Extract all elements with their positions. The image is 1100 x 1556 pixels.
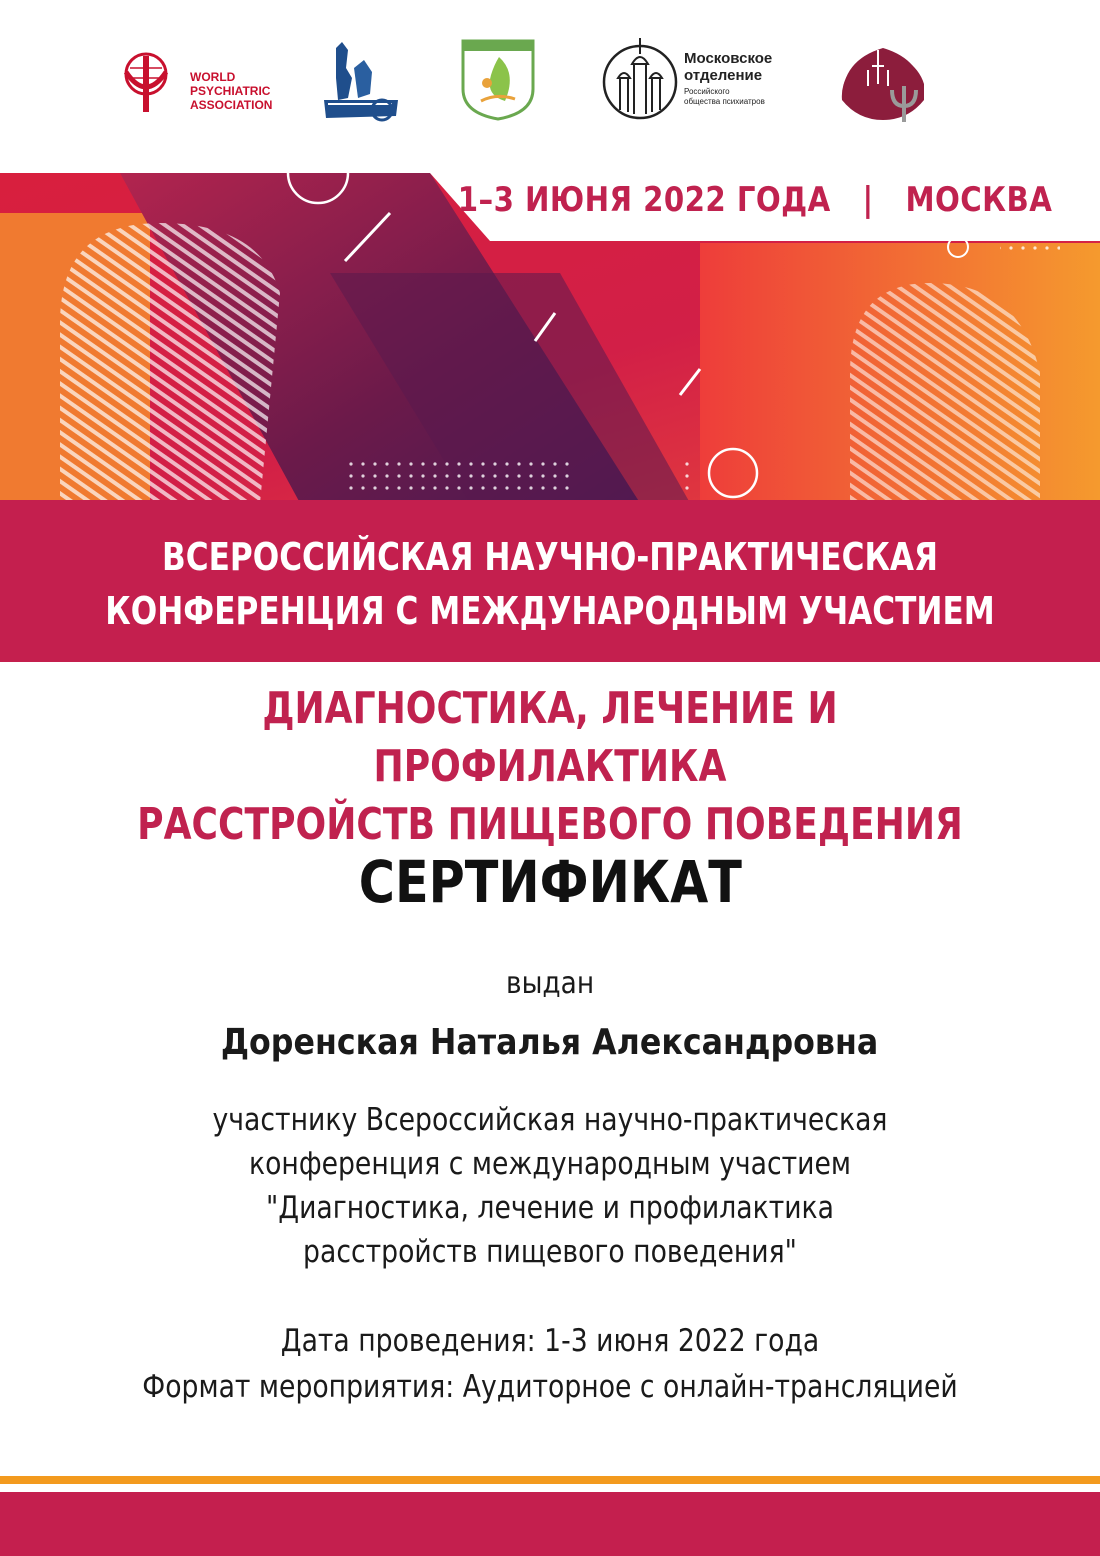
moscow-branch-line: Московское xyxy=(684,50,773,67)
psi-logo xyxy=(838,40,928,124)
participant-line: "Диагностика, лечение и профилактика xyxy=(265,1190,835,1226)
certificate-title-text: СЕРТИФИКАТ xyxy=(358,848,742,916)
conference-title-line: РАССТРОЙСТВ ПИЩЕВОГО ПОВЕДЕНИЯ xyxy=(137,799,963,850)
conference-type-line: КОНФЕРЕНЦИЯ С МЕЖДУНАРОДНЫМ УЧАСТИЕМ xyxy=(105,589,995,633)
event-date-location xyxy=(457,180,1052,220)
issued-label-text: выдан xyxy=(505,966,595,1001)
event-dates: 1–3 ИЮНЯ 2022 ГОДА xyxy=(457,180,831,220)
monument-logo xyxy=(318,38,402,124)
moscow-branch-line: Российского xyxy=(684,87,730,96)
city-emblem-logo xyxy=(461,39,535,121)
participant-description xyxy=(0,1098,1100,1274)
issued-label xyxy=(0,966,1100,1001)
footer-accent-line xyxy=(0,1476,1100,1484)
moscow-branch-line: общества психиатров xyxy=(684,97,765,106)
conference-title-line: ДИАГНОСТИКА, ЛЕЧЕНИЕ И ПРОФИЛАКТИКА xyxy=(262,683,838,792)
participant-line: участнику Всероссийская научно-практическая xyxy=(212,1102,888,1138)
footer-bar xyxy=(0,1492,1100,1556)
participant-line: конференция с международным участием xyxy=(248,1146,852,1182)
event-separator: | xyxy=(862,180,874,220)
event-details xyxy=(0,1318,1100,1410)
moscow-branch-text xyxy=(684,50,772,107)
wpa-text-line: ASSOCIATION xyxy=(190,98,273,112)
wpa-logo xyxy=(118,50,188,115)
decorative-banner xyxy=(0,173,1100,503)
wpa-text-line: WORLD xyxy=(190,70,236,84)
conference-type-heading xyxy=(0,530,1100,638)
moscow-branch-line: отделение xyxy=(684,67,763,84)
recipient-name-text: Доренская Наталья Александровна xyxy=(221,1022,879,1063)
wpa-logo-text xyxy=(190,70,272,112)
event-format-line: Формат мероприятия: Аудиторное с онлайн-трансляцией xyxy=(142,1369,958,1405)
moscow-branch-logo xyxy=(600,34,680,120)
logo-row xyxy=(0,0,1100,170)
wpa-text-line: PSYCHIATRIC xyxy=(190,84,271,98)
conference-type-line: ВСЕРОССИЙСКАЯ НАУЧНО-ПРАКТИЧЕСКАЯ xyxy=(161,535,939,579)
certificate-title xyxy=(0,848,1100,916)
participant-line: расстройств пищевого поведения" xyxy=(303,1234,797,1270)
recipient-name xyxy=(0,1022,1100,1063)
conference-title xyxy=(0,680,1100,854)
event-city: МОСКВА xyxy=(905,180,1052,220)
event-date-line: Дата проведения: 1-3 июня 2022 года xyxy=(280,1323,820,1359)
